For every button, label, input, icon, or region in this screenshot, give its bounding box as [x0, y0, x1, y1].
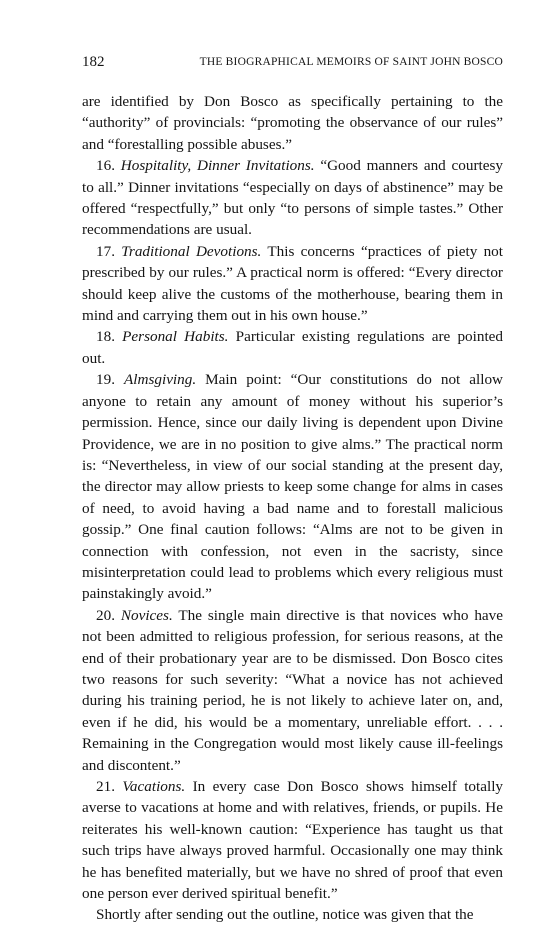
section-heading: Hospitality, Dinner Invitations.	[120, 157, 315, 175]
paragraph-text: Particular existing regulations are pointed out.	[82, 328, 503, 367]
paragraph-20	[82, 605, 503, 776]
page-header	[82, 52, 503, 72]
section-number: 20.	[96, 606, 115, 624]
paragraph-19	[82, 369, 503, 604]
paragraph-17	[82, 241, 503, 327]
section-heading: Vacations.	[122, 778, 186, 795]
paragraph-text: are identified by Don Bosco as specifically pertaining to the “authority” of provincials: “promoting the observance of our rules” and “forestalling possible abuses.”	[82, 93, 503, 153]
paragraph-text: This concerns “practices of piety not prescribed by our rules.” A practical norm is offered: “Every director should keep alive the customs of the motherhouse, bearing them in mind and carrying them out in his own house.”	[82, 242, 503, 325]
paragraph-text: In every case Don Bosco shows himself totally averse to vacations at home and with relatives, friends, or pupils. He reiterates his well-known caution: “Experience has taught us that such trips have always proved harmful. Occasionally one may think he has benefited materially, but we have no shred of proof that even one person ever derived spiritual benefit.”	[82, 778, 504, 903]
paragraph-21	[82, 776, 503, 904]
section-heading: Novices.	[120, 606, 173, 624]
section-number: 16.	[96, 157, 115, 175]
section-number: 18.	[96, 328, 115, 346]
paragraph-continuation	[82, 91, 503, 155]
running-head: THE BIOGRAPHICAL MEMOIRS OF SAINT JOHN BOSCO	[199, 56, 503, 68]
section-number: 17.	[96, 242, 115, 260]
page-number: 182	[82, 54, 105, 70]
section-heading: Personal Habits.	[122, 328, 229, 346]
section-number: 21.	[96, 778, 115, 795]
paragraph-text: “Good manners and courtesy to all.” Dinner invitations “especially on days of abstinence” may be offered “respectfully,” but only “to persons of simple tastes.” Other recommendations are usual.	[82, 157, 503, 239]
paragraph-16	[82, 155, 503, 241]
paragraph-final	[82, 904, 503, 925]
section-number: 19.	[96, 371, 115, 389]
paragraph-text: Shortly after sending out the outline, notice was given that the	[96, 906, 474, 924]
paragraph-18	[82, 326, 503, 369]
paragraph-text: The single main directive is that novices who have not been admitted to religious profession, for serious reasons, at the end of their probationary year are to be dismissed. Don Bosco cites two reasons for such severity: “What a novice has not achieved during his training period, he is not likely to achieve later on, and, even if he did, his would be a momentary, unreliable effort. . . . Remaining in the Congregation would most likely cause ill-feelings and discontent.”	[82, 606, 503, 774]
section-heading: Traditional Devotions.	[121, 242, 262, 260]
body-text	[82, 91, 503, 926]
paragraph-text: Main point: “Our constitutions do not allow anyone to retain any amount of money without his superior’s permission. Hence, since our daily living is dependent upon Divine Providence, we are in no position to give alms.” The practical norm is: “Nevertheless, in view of our social standing at the present day, the director may allow priests to keep some change for alms in cases of need, to avoid having a bad name and to forestall malicious gossip.” One final caution follows: “Alms are not to be given in connection with confession, not even in the sacristy, since misinterpretation could lead to problems which every religious must painstakingly avoid.”	[82, 371, 504, 603]
section-heading: Almsgiving.	[124, 371, 197, 389]
